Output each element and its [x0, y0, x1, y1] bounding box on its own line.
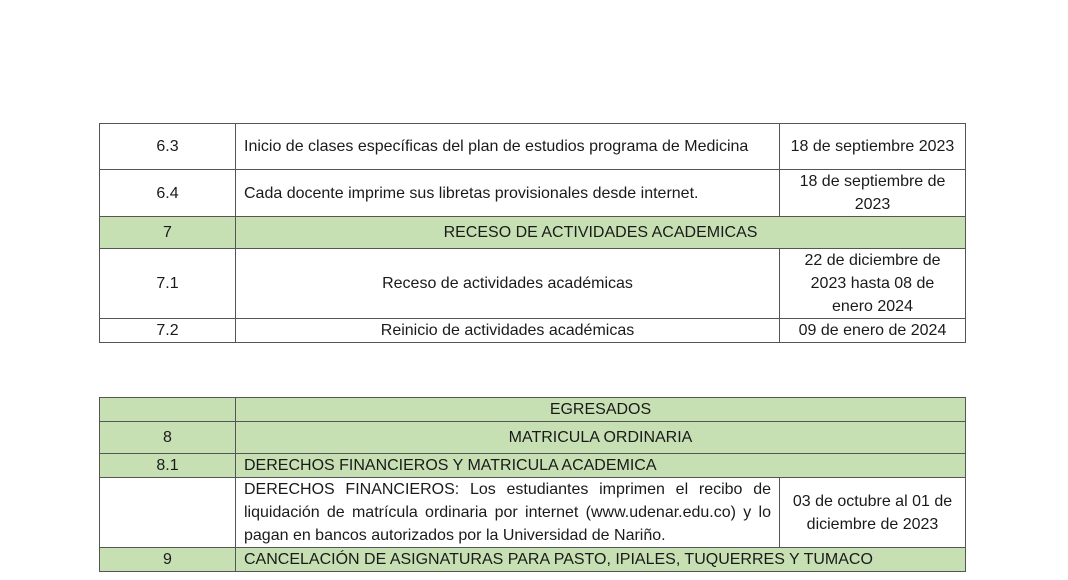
item-description: Inicio de clases específicas del plan de estudios programa de Medicina — [236, 124, 780, 170]
table-row — [100, 319, 966, 343]
item-date: 03 de octubre al 01 de diciembre de 2023 — [780, 478, 966, 548]
item-date: 18 de septiembre 2023 — [780, 124, 966, 170]
item-description: Cada docente imprime sus libretas provisionales desde internet. — [236, 170, 780, 217]
table-title: EGRESADOS — [236, 398, 966, 422]
schedule-table-2 — [99, 397, 966, 572]
item-description: Reinicio de actividades académicas — [236, 319, 780, 343]
item-number: 7.1 — [100, 249, 236, 319]
item-number: 6.4 — [100, 170, 236, 217]
item-label: DERECHOS FINANCIEROS: — [244, 481, 460, 498]
section-title: MATRICULA ORDINARIA — [236, 422, 966, 454]
item-description — [236, 478, 780, 548]
table-row — [100, 124, 966, 170]
section-row — [100, 422, 966, 454]
table-row — [100, 170, 966, 217]
subsection-title: DERECHOS FINANCIEROS Y MATRICULA ACADEMICA — [236, 454, 966, 478]
item-date: 22 de diciembre de 2023 hasta 08 de enero 2024 — [780, 249, 966, 319]
item-date: 18 de septiembre de 2023 — [780, 170, 966, 217]
section-row — [100, 217, 966, 249]
item-number: 7.2 — [100, 319, 236, 343]
section-number: 7 — [100, 217, 236, 249]
table-row — [100, 478, 966, 548]
section-row — [100, 548, 966, 572]
section-number: 9 — [100, 548, 236, 572]
table-title-row — [100, 398, 966, 422]
item-date: 09 de enero de 2024 — [780, 319, 966, 343]
section-title: CANCELACIÓN DE ASIGNATURAS PARA PASTO, IPIALES, TUQUERRES Y TUMACO — [236, 548, 966, 572]
empty-cell — [100, 398, 236, 422]
section-title: RECESO DE ACTIVIDADES ACADEMICAS — [236, 217, 966, 249]
subsection-number: 8.1 — [100, 454, 236, 478]
table-row — [100, 249, 966, 319]
section-number: 8 — [100, 422, 236, 454]
schedule-table-1 — [99, 123, 966, 343]
subsection-row — [100, 454, 966, 478]
item-description: Receso de actividades académicas — [236, 249, 780, 319]
empty-cell — [100, 478, 236, 548]
item-number: 6.3 — [100, 124, 236, 170]
item-text: Los estudiantes imprimen el recibo de liquidación de matrícula ordinaria por internet (www.udenar.edu.co) y lo pagan en bancos autorizados por la Universidad de Nariño. — [244, 481, 772, 544]
